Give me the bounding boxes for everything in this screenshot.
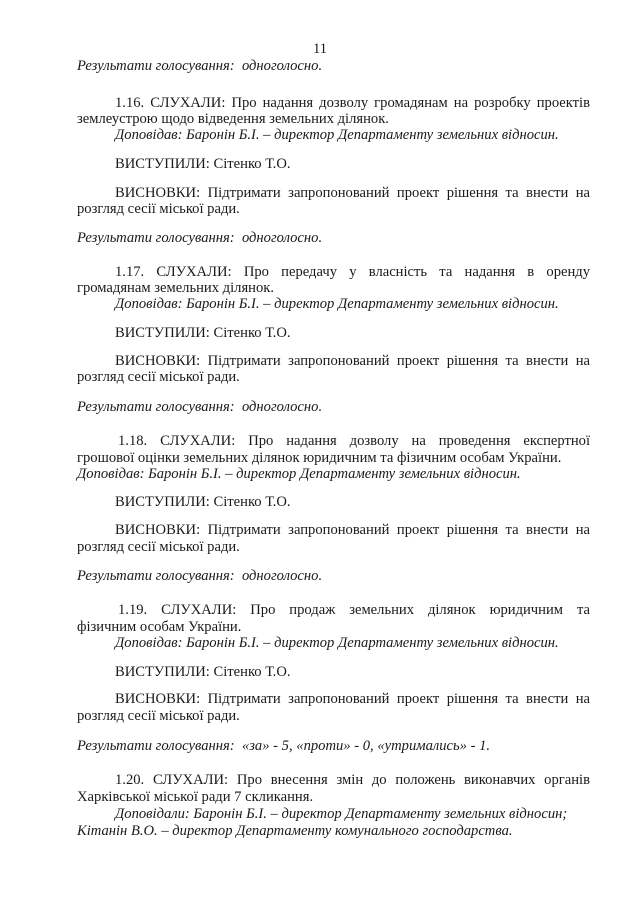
item-1-17-spoke	[115, 325, 291, 342]
item-1-20-heard	[115, 772, 590, 789]
conclusions-label: ВИСНОВКИ:	[115, 522, 201, 538]
item-1-16-reporter: Доповідав: Баронін Б.І. – директор Департаменту земельних відносин.	[115, 127, 559, 143]
item-1-19-text-cont: фізичним особам України.	[77, 619, 242, 635]
item-1-17-text-cont: громадянам земельних ділянок.	[77, 280, 275, 296]
item-1-18-heard	[118, 433, 590, 450]
item-1-17-reporter: Доповідав: Баронін Б.І. – директор Департаменту земельних відносин.	[115, 296, 559, 312]
spoke-name: Сітенко Т.О.	[213, 494, 291, 510]
item-1-18-text-cont: грошової оцінки земельних ділянок юридичним та фізичним особам України.	[77, 450, 562, 466]
item-number: 1.16.	[115, 95, 145, 111]
item-1-18-spoke	[115, 494, 291, 511]
voting-value: одноголосно.	[241, 568, 323, 584]
item-1-18-voting	[77, 568, 322, 585]
heard-label: СЛУХАЛИ:	[150, 95, 226, 111]
item-1-16-conclusions-cont: розгляд сесії міської ради.	[77, 201, 240, 217]
spoke-label: ВИСТУПИЛИ:	[115, 494, 210, 510]
item-1-17-conclusions	[115, 353, 590, 370]
item-1-17-heard	[115, 264, 590, 281]
item-1-17-voting	[77, 399, 322, 416]
item-1-18-reporter: Доповідав: Баронін Б.І. – директор Департаменту земельних відносин.	[77, 466, 521, 482]
item-1-20-reporters-2: Кітанін В.О. – директор Департаменту комунального господарства.	[77, 823, 513, 839]
spoke-name: Сітенко Т.О.	[213, 325, 291, 341]
item-1-19-heard	[118, 602, 590, 619]
item-number: 1.19.	[118, 602, 148, 618]
voting-value: одноголосно.	[241, 399, 323, 415]
conclusions-text: Підтримати запропонований проект рішення та внести на	[207, 522, 591, 538]
item-1-16-conclusions	[115, 185, 590, 202]
voting-label: Результати голосування:	[77, 230, 235, 246]
item-1-16-text-cont: землеустрою щодо відведення земельних ділянок.	[77, 111, 389, 127]
voting-value: одноголосно.	[241, 58, 323, 74]
item-number: 1.17.	[115, 264, 145, 280]
item-text: Про продаж земельних ділянок юридичним та	[250, 602, 590, 618]
item-text: Про передачу у власність та надання в оренду	[243, 264, 591, 280]
page-number: 11	[313, 41, 327, 57]
item-number: 1.18.	[118, 433, 148, 449]
item-1-19-conclusions	[115, 691, 590, 708]
voting-label: Результати голосування:	[77, 738, 235, 754]
conclusions-text: Підтримати запропонований проект рішення та внести на	[207, 353, 591, 369]
item-1-18-conclusions	[115, 522, 590, 539]
spoke-name: Сітенко Т.О.	[213, 664, 291, 680]
spoke-label: ВИСТУПИЛИ:	[115, 156, 210, 172]
item-1-16-heard	[115, 95, 590, 112]
item-1-19-spoke	[115, 664, 291, 681]
item-1-20-text-cont: Харківської міської ради 7 скликання.	[77, 789, 314, 805]
item-1-20-reporters-1: Доповідали: Баронін Б.І. – директор Департаменту земельних відносин;	[115, 806, 568, 822]
spoke-label: ВИСТУПИЛИ:	[115, 325, 210, 341]
voting-value: «за» - 5, «проти» - 0, «утримались» - 1.	[241, 738, 491, 754]
item-1-18-conclusions-cont: розгляд сесії міської ради.	[77, 539, 240, 555]
item-text: Про надання дозволу на проведення експертної	[248, 433, 590, 449]
item-number: 1.20.	[115, 772, 145, 788]
heard-label: СЛУХАЛИ:	[160, 433, 236, 449]
item-1-19-voting	[77, 738, 490, 755]
item-1-19-conclusions-cont: розгляд сесії міської ради.	[77, 708, 240, 724]
spoke-label: ВИСТУПИЛИ:	[115, 664, 210, 680]
item-1-16-spoke	[115, 156, 291, 173]
conclusions-text: Підтримати запропонований проект рішення та внести на	[207, 691, 591, 707]
item-1-16-voting	[77, 230, 322, 247]
spoke-name: Сітенко Т.О.	[213, 156, 291, 172]
item-1-19-reporter: Доповідав: Баронін Б.І. – директор Департаменту земельних відносин.	[115, 635, 559, 651]
voting-value: одноголосно.	[241, 230, 323, 246]
voting-label: Результати голосування:	[77, 568, 235, 584]
voting-label: Результати голосування:	[77, 399, 235, 415]
conclusions-label: ВИСНОВКИ:	[115, 185, 201, 201]
conclusions-label: ВИСНОВКИ:	[115, 691, 201, 707]
voting-label: Результати голосування:	[77, 58, 235, 74]
conclusions-text: Підтримати запропонований проект рішення та внести на	[207, 185, 591, 201]
item-text: Про внесення змін до положень виконавчих органів	[236, 772, 590, 788]
voting-result	[77, 58, 322, 75]
item-text: Про надання дозволу громадянам на розробку проектів	[231, 95, 590, 111]
conclusions-label: ВИСНОВКИ:	[115, 353, 201, 369]
heard-label: СЛУХАЛИ:	[161, 602, 237, 618]
heard-label: СЛУХАЛИ:	[152, 772, 229, 788]
heard-label: СЛУХАЛИ:	[156, 264, 232, 280]
item-1-17-conclusions-cont: розгляд сесії міської ради.	[77, 369, 240, 385]
